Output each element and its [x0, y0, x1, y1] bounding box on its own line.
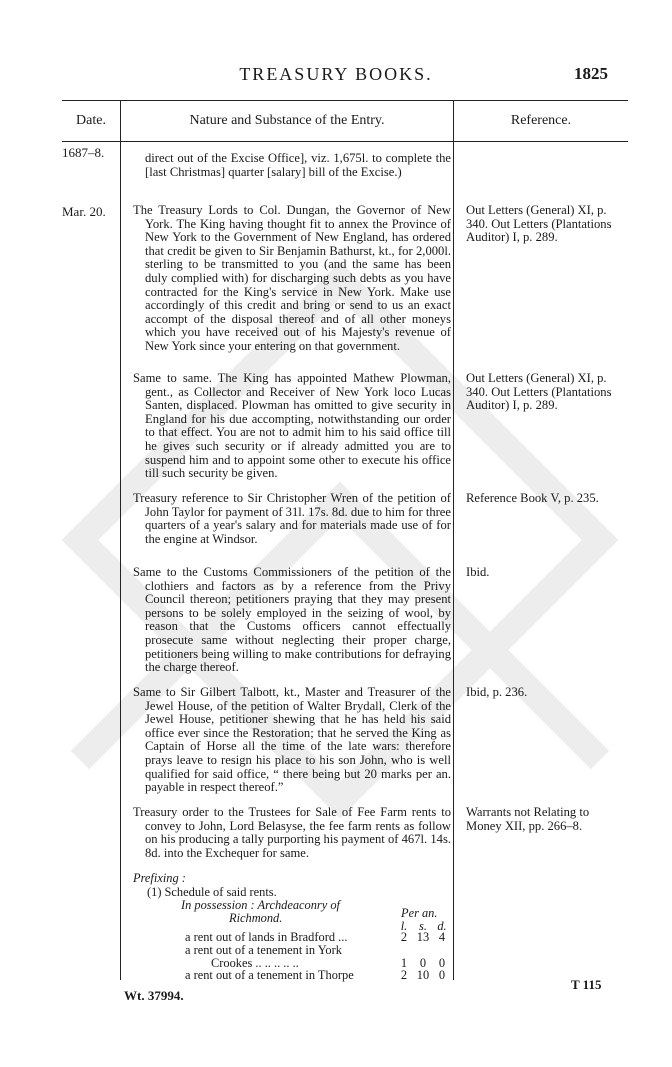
schedule-row-desc: a rent out of a tenement in York — [185, 943, 342, 957]
entry-paragraph: direct out of the Excise Office], viz. 1,675l. to complete the [last Christmas] quarter [salary] bill of the Excise.) — [145, 151, 451, 179]
entry-paragraph: Same to the Customs Commissioners of the petition of the clothiers and factors as by a reference from the Privy Council thereon; petitioners praying that they may present persons to be solely employed in the seizing of wool, by reason that the Customs officers cannot effectually prosecute same without neglecting their proper charge, petitioners being willing to make contributions for defraying the charge thereof. — [133, 565, 451, 675]
header-rule — [62, 141, 628, 142]
top-rule — [62, 100, 628, 101]
entry-text — [133, 152, 451, 179]
entry-paragraph: Treasury reference to Sir Christopher Wren of the petition of John Taylor for payment of 31l. 17s. 8d. due to him for three quarters of a year's salary and for materials made use of for the engine at Windsor. — [133, 491, 451, 546]
entry-text — [133, 372, 451, 481]
schedule-pounds: 1 — [400, 956, 408, 970]
column-header-date: Date. — [76, 113, 106, 128]
entry-reference: Out Letters (General) XI, p. 340. Out Letters (Plantations Auditor) I, p. 289. — [466, 203, 612, 245]
entry-paragraph: The Treasury Lords to Col. Dungan, the Governor of New York. The King having thought fit to annex the Province of New York to the Government of New England, has ordered that credit be given to Sir Benjamin Bathurst, kt., for 2,000l. sterling to be transmitted to you (and the same has been duly complied with) for discharging such debts as you have contracted for the King's service in New York. Make use accordingly of this credit and bring or send to us an exact accompt of the disposal thereof and of all other moneys which you have received out of his Majesty's revenue of New York since your entering on that government. — [133, 203, 451, 353]
schedule-heading: In possession : Archdeaconry of — [181, 898, 340, 912]
entry-text — [133, 566, 451, 675]
entry-paragraph: Same to Sir Gilbert Talbott, kt., Master and Treasurer of the Jewel House, of the petition of Walter Brydall, Clerk of the Jewel House, petitioner shewing that he has held his said office ever since the Restoration; that he served the King as Captain of Horse all the time of the late wars: therefore prays leave to resign his place to his son John, who is well qualified for said office, “ there being but 20 marks per an. payable in respect thereof.” — [133, 685, 451, 795]
entry-date: Mar. 20. — [62, 204, 106, 219]
entry-reference: Reference Book V, p. 235. — [466, 491, 599, 505]
entry-reference: Out Letters (General) XI, p. 340. Out Letters (Plantations Auditor) I, p. 289. — [466, 371, 612, 413]
schedule-row-desc: a rent out of a tenement in Thorpe — [185, 968, 354, 982]
schedule-pence: 4 — [438, 930, 446, 944]
pence-unit: d. — [437, 919, 447, 933]
footer-warrant-number: Wt. 37994. — [124, 988, 184, 1003]
page-title: TREASURY BOOKS. — [239, 64, 433, 84]
schedule-pence: 0 — [438, 956, 446, 970]
schedule-pounds: 2 — [400, 968, 408, 982]
entry-date: 1687–8. — [62, 145, 105, 160]
schedule-shillings: 10 — [416, 968, 430, 982]
schedule-heading-2: Richmond. — [229, 911, 283, 925]
schedule-row-desc: Crookes .. .. .. .. .. — [211, 956, 299, 970]
entry-reference: Ibid. — [466, 565, 490, 579]
entry-reference: Warrants not Relating to Money XII, pp. 266–8. — [466, 805, 590, 833]
prefixing-label: Prefixing : — [133, 871, 186, 885]
entry-text — [133, 806, 451, 860]
column-divider-left — [120, 100, 121, 980]
schedule-shillings: 13 — [416, 930, 430, 944]
pounds-unit: l. — [400, 919, 408, 933]
entry-text — [133, 686, 451, 795]
entry-paragraph: Same to same. The King has appointed Mathew Plowman, gent., as Collector and Receiver of New York loco Lucas Santen, displaced. Plowman has omitted to give security in England for his due accompting, notwithstanding our order to that effect. You are not to admit him to his said office till he gives such security or if already admitted you are to suspend him and to appoint some other to execute his office till such security be given. — [133, 371, 451, 481]
column-header-reference: Reference. — [510, 113, 572, 128]
per-annum-label: Per an. — [401, 906, 438, 920]
shillings-unit: s. — [419, 919, 427, 933]
schedule-item: (1) Schedule of said rents. — [147, 885, 277, 899]
footer-signature: T 115 — [571, 977, 602, 992]
page-number: 1825 — [574, 64, 608, 83]
entry-text — [133, 204, 451, 354]
column-header-nature: Nature and Substance of the Entry. — [189, 113, 385, 128]
schedule-pounds: 2 — [400, 930, 408, 944]
entry-paragraph: Treasury order to the Trustees for Sale of Fee Farm rents to convey to John, Lord Belasyse, the fee farm rents as follow on his producing a tally purporting his payment of 467l. 14s. 8d. into the Exchequer for same. — [133, 805, 451, 860]
column-divider-right — [453, 100, 454, 980]
schedule-row-desc: a rent out of lands in Bradford ... — [185, 930, 348, 944]
entry-text — [133, 492, 451, 546]
rent-schedule — [133, 872, 453, 980]
entry-reference: Ibid, p. 236. — [466, 685, 528, 699]
schedule-shillings: 0 — [419, 956, 427, 970]
schedule-pence: 0 — [438, 968, 446, 982]
